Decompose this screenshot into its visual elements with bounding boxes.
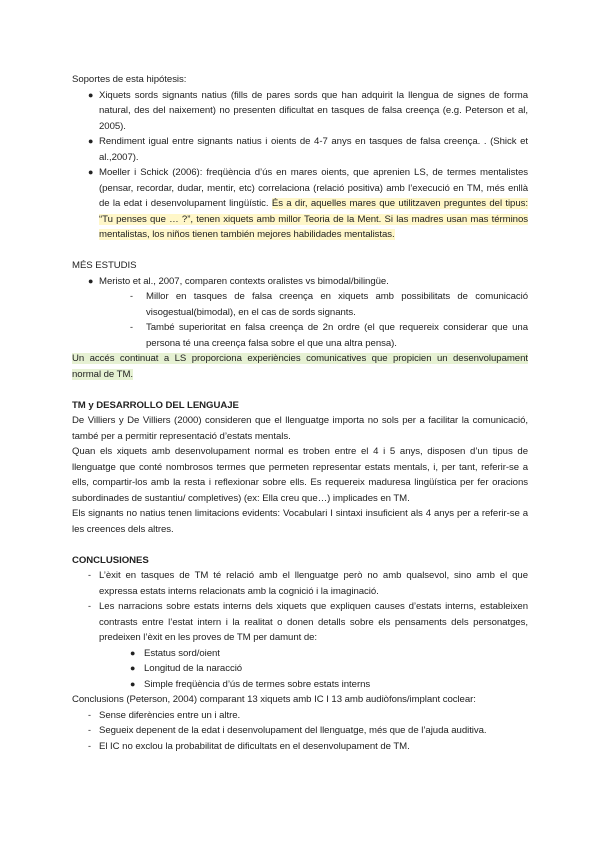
section-heading-mes-estudis: MÉS ESTUDIS [72,260,137,271]
dash-icon: - [88,725,91,735]
peterson-list [72,708,528,755]
dash-icon: - [88,570,91,580]
bullet-icon: ● [130,647,136,658]
list-item: - Sense diferències entre un i altre. [72,708,528,724]
bullet-icon: ● [88,136,94,146]
paragraph: Els signants no natius tenen limitacions evidents: Vocabulari I sintaxi insuficient als 4 anys per a referir-se a les creences dels altres. [72,508,528,535]
list-item: - Les narracions sobre estats interns dels xiquets que expliquen causes d’estats interns, estableixen contrasts entre l’estat intern i la realitat o donen detalls sobre els pensaments dels personatges, predeixen l’èxit en les proves de TM per damunt de: [88,601,528,643]
bullet-icon: ● [88,89,94,100]
list-item [72,165,528,243]
list-item: ● Rendiment igual entre signants natius i oients de 4-7 anys en tasques de falsa creença. . (Shick et al.,2007). [88,136,528,163]
bullet-icon: ● [130,678,136,689]
intro-label: Soportes de esta hipótesis: [72,74,187,85]
sub-list-item: - També superioritat en falsa creença de 2n ordre (el que requereix considerar que una persona té una creença falsa sobre el que una altra pensa). [130,322,528,349]
conclusiones-list [72,568,528,692]
sub-list-item: ● Simple freqüència d’ús de termes sobre estats interns [72,677,528,693]
dash-icon: - [88,740,91,751]
bullet-icon: ● [88,275,94,286]
list-item: - Segueix depenent de la edat i desenvolupament del llenguatge, més que de l’ajuda auditiva. [72,723,528,739]
sub-list-item: ● Longitud de la naracció [72,661,528,677]
bullet-icon: ● [130,663,136,673]
list-item: ● Xiquets sords signants natius (fills de pares sords que han adquirit la llengua de signes de forma natural, des del naixement) no presenten dificultat en tasques de falsa creença (e.g. Peterson et al, 2005). [88,89,528,132]
section-heading-tm: TM y DESARROLLO DEL LENGUAJE [72,399,239,411]
paragraph: De Villiers y De Villiers (2000) consideren que el llenguatge importa no sols per a facilitar la comunicació, també per a permitir representació d’estats mentals. [72,415,528,442]
list-item: - El IC no exclou la probabilitat de dificultats en el desenvolupament de TM. [72,739,528,755]
dash-icon: - [130,291,133,301]
paragraph: Quan els xiquets amb desenvolupament normal es troben entre el 4 i 5 anys, disposen d’un tipus de llenguatge que conté nombrosos termes que permeten representar estats mentals, i, per tant, referir-se a ells, compartir-los amb la resta i reflexionar sobre ells. Es requereix maduresa lingüística per fer oracions subordinades de sustantiu/ completives) (ex: Ella creu que…) implicades en TM. [72,446,528,504]
dash-icon: - [130,322,133,332]
sub-list-item: ● Estatus sord/oient [72,646,528,662]
document-page [72,72,528,754]
dash-icon: - [88,709,91,720]
list-item: - L’èxit en tasques de TM té relació amb el llenguatge però no amb qualsevol, sino amb el que expressa estats interns relacionats amb la cognició i la imaginació. [88,570,528,597]
highlighted-text: És a dir, aquelles mares que utilitzaven preguntes del tipus: “Tu penses que … ?”, tenen xiquets amb millor Teoria de la Ment. Si las madres usan mas términos mentalistas, los niños tienen también mejores habilidades mentalistas. [99,198,528,240]
list-item: ● Meristo et al., 2007, comparen contexts oralistes vs bimodal/bilingüe. [72,274,528,290]
list-item-text: Moeller i Schick (2006): freqüència d’ús en mares oients, que aprenien LS, de termes mentalistes (pensar, recordar, dudar, mentir, etc) correlaciona (relació positiva) amb l’execució en TM, més enllà de la edat i desenvolupament lingüístic. [99,167,528,209]
bullet-icon: ● [88,167,94,177]
mes-estudis-list [72,274,528,352]
sub-list-item: - Millor en tasques de falsa creença en xiquets amb possibilitats de comunicació visogestual(bimodal), en el cas de sords signants. [130,291,528,318]
dash-icon: - [88,601,91,611]
highlighted-conclusion: Un accés continuat a LS proporciona experiències comunicatives que propicien un desenvolupament normal de TM. [72,353,528,380]
paragraph: Conclusions (Peterson, 2004) comparant 13 xiquets amb IC I 13 amb audiòfons/implant coclear: [72,694,476,705]
section-heading-conclusiones: CONCLUSIONES [72,554,149,566]
support-list [72,88,528,243]
